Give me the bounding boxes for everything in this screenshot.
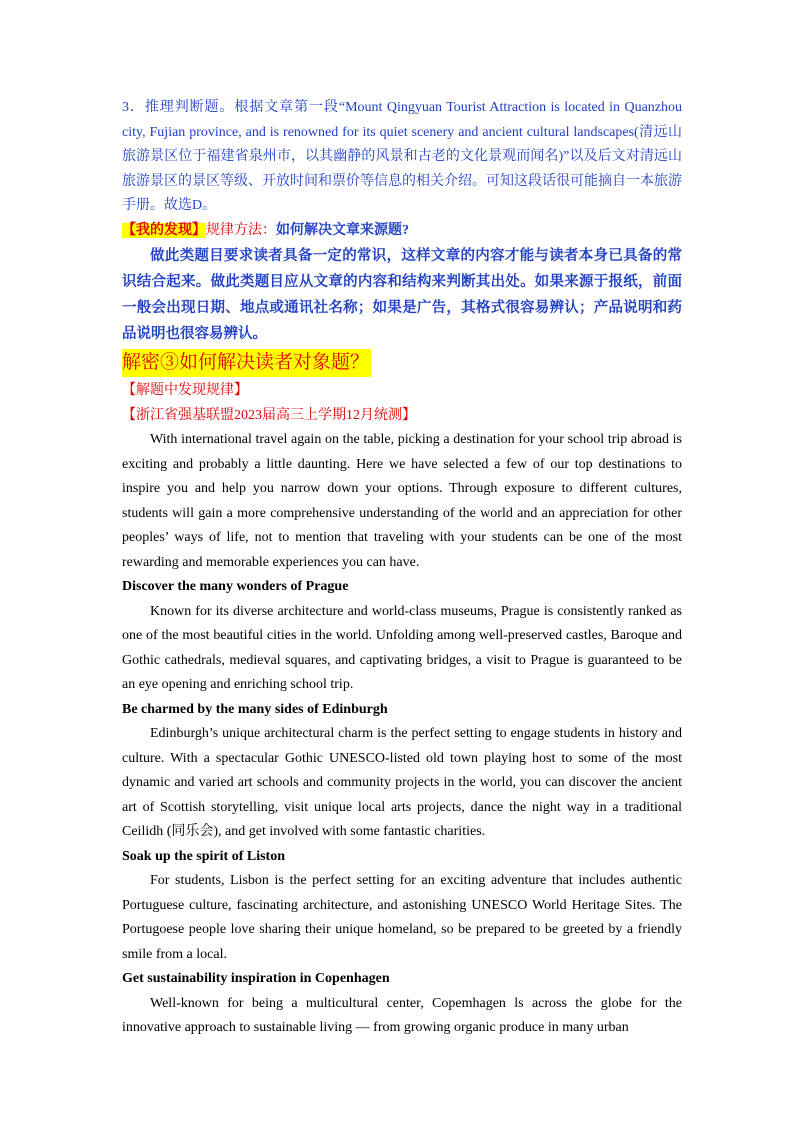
intro-paragraph: With international travel again on the table, picking a destination for your school trip abroad is exciting and probably a little daunting. Here we have selected a few of our top destinations to inspire you and help you narrow down your options. Through exposure to different cultures, students will gain a more comprehensive understanding of the world and an appreciation for other peoples’ ways of life, not to mention that traveling with your students can be one of the most rewarding and memorable experiences you can have. <box>122 432 682 570</box>
section-body-copenhagen: Well-known for being a multicultural center, Copemhagen ls across the globe for the innovative approach to sustainable living — from growing organic produce in many urban <box>122 995 682 1035</box>
finding-tag: 【我的发现】 <box>122 222 206 238</box>
section-body-edinburgh: Edinburgh’s unique architectural charm is the perfect setting to engage students in history and culture. With a spectacular Gothic UNESCO-listed old town playing host to some of the most dynamic and varied art schools and community projects in the world, you can discover the ancient art of Scottish storytelling, visit unique local arts projects, dance the night way in a traditional Ceilidh (同乐会), and get involved with some fantastic charities. <box>122 726 682 839</box>
section-heading-copenhagen: Get sustainability inspiration in Copenhagen <box>122 971 390 986</box>
finding-body: 做此类题目要求读者具备一定的常识，这样文章的内容才能与读者本身已具备的常识结合起来。做此类题目应从文章的内容和结构来判断其出处。如果来源于报纸，前面一般会出现日期、地点或通讯社名称；如果是广告，其格式很容易辨认；产品说明和药品说明也很容易辨认。 <box>122 248 682 342</box>
section-body-prague: Known for its diverse architecture and world-class museums, Prague is consistently ranked as one of the most beautiful cities in the world. Unfolding among well-preserved castles, Baroque and Gothic cathedrals, medieval squares, and captivating bridges, a visit to Prague is guaranteed to be an eye opening and enriching school trip. <box>122 603 682 692</box>
source-label: 【浙江省强基联盟2023届高三上学期12月统测】 <box>122 407 416 423</box>
section-heading-edinburgh: Be charmed by the many sides of Edinburgh <box>122 701 388 717</box>
rule-label: 【解题中发现规律】 <box>122 383 248 398</box>
finding-label: 规律方法： <box>206 222 276 238</box>
finding-line <box>122 219 682 244</box>
section-title: 解密③如何解决读者对象题？ <box>122 349 371 377</box>
finding-question: 如何解决文章来源题? <box>276 222 409 238</box>
answer-explanation: 3．推理判断题。根据文章第一段“Mount Qingyuan Tourist Attraction is located in Quanzhou city, Fujian province, and is renowned for its quiet scenery and ancient cultural landscapes(清远山旅游景区位于福建省泉州市，以其幽静的风景和古老的文化景观而闻名)”以及后文对清远山旅游景区的景区等级、开放时间和票价等信息的相关介绍。可知这段话很可能摘自一本旅游手册。故选D。 <box>122 100 682 213</box>
document-page <box>122 96 682 1041</box>
section-heading-prague: Discover the many wonders of Prague <box>122 579 349 594</box>
section-title-wrap <box>122 347 682 379</box>
section-body-lisbon: For students, Lisbon is the perfect setting for an exciting adventure that includes authentic Portuguese culture, fascinating architecture, and astonishing UNESCO World Heritage Sites. The Portugoese people love sharing their unique homeland, so be prepared to be greeted by a friendly smile from a local. <box>122 873 682 962</box>
section-heading-lisbon: Soak up the spirit of Liston <box>122 848 285 864</box>
